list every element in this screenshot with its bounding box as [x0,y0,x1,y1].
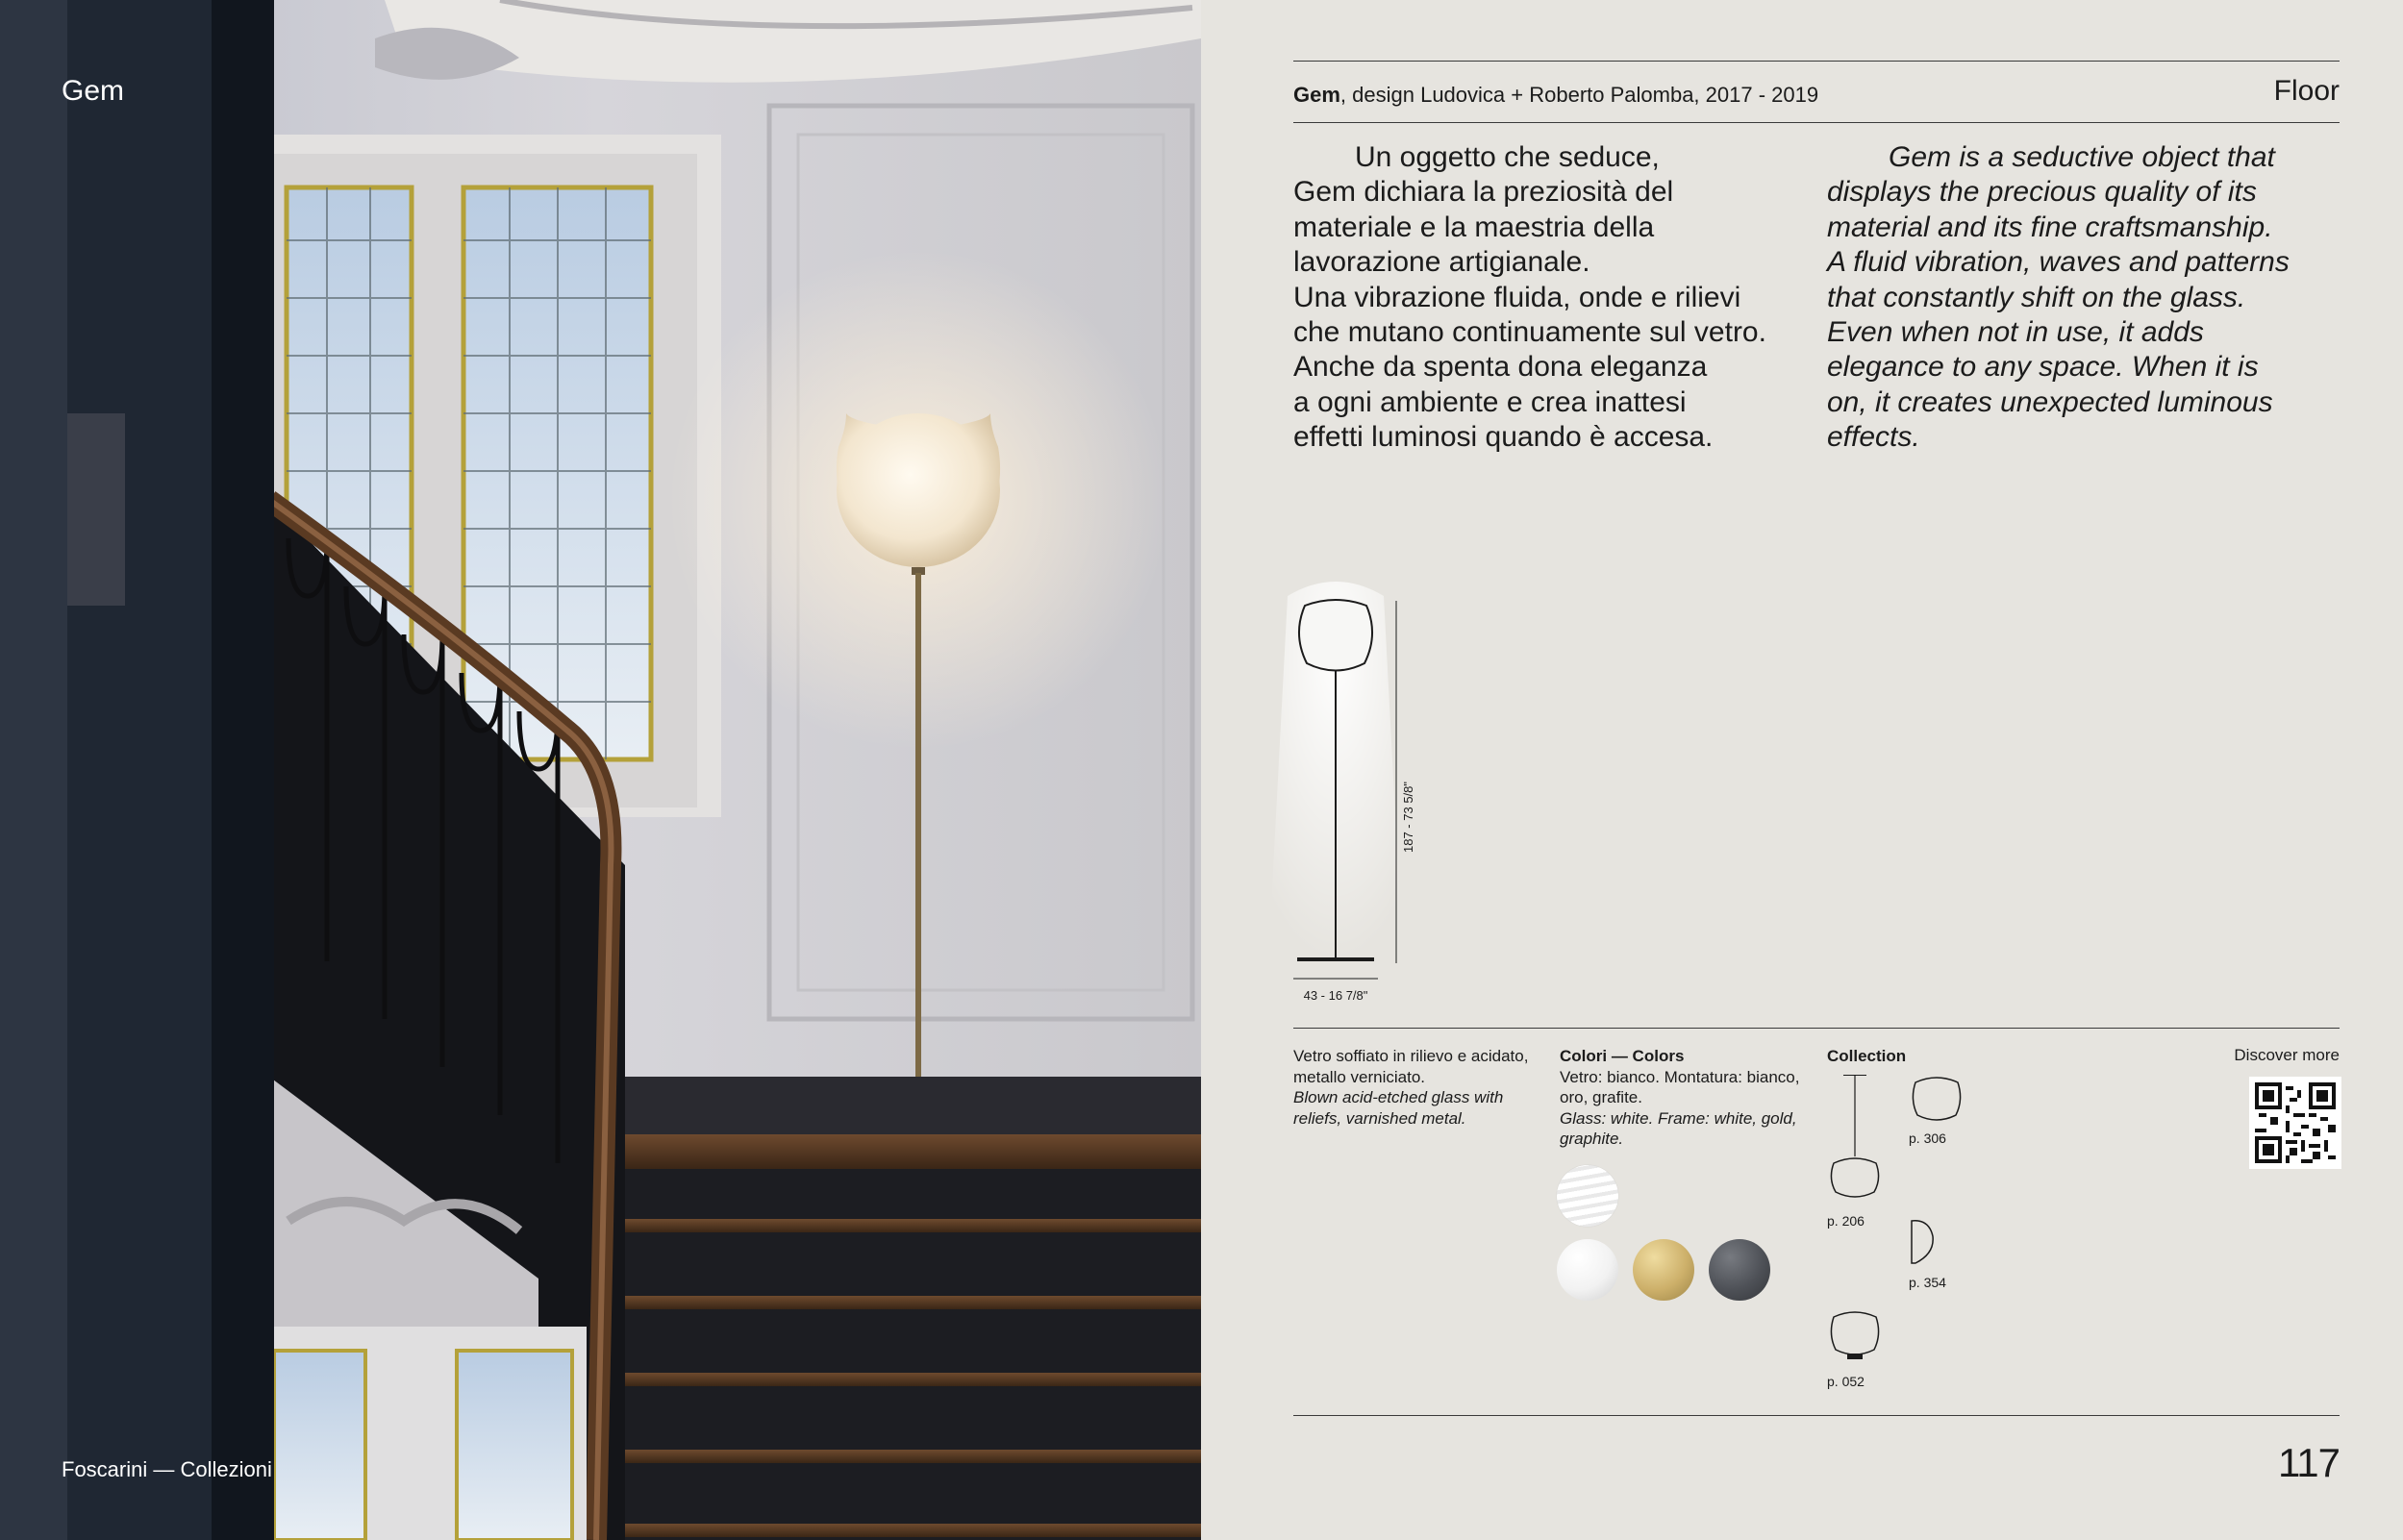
description-italian [1293,140,1817,456]
swatch-ribbed-white-glass [1557,1165,1618,1227]
colors-heading: Colori — Colors [1560,1047,1685,1065]
staircase-scene [0,0,1201,1540]
header-line [1293,83,1818,108]
qr-code-pattern [2255,1082,2336,1163]
swatch-gold [1633,1239,1694,1301]
photo-footer: Foscarini — Collezioni [62,1457,272,1481]
product-page [1201,0,2403,1540]
description-english [1827,140,2346,456]
italian-text: Un oggetto che seduce, Gem dichiara la preziosità del materiale e la maestria della lavorazione artigianale. Una vibrazione fluida, onde e rilievi che mutano continuamente sul vetro. Anche da spenta dona eleganza a ogni ambiente e crea inattesi effetti luminosi quando è accesa. [1293,141,1766,454]
half-wall-lamp-icon[interactable] [1908,1217,1946,1271]
colors-spec [1560,1046,1800,1150]
colors-italian: Vetro: bianco. Montatura: bianco, oro, grafite. [1560,1067,1800,1106]
english-text: Gem is a seductive object that displays the precious quality of its material and its fine craftsmanship. A fluid vibration, waves and patterns that constantly shift on the glass. Even when not in use, it adds elegance to any space. When it is on, it creates unexpected luminous effects. [1827,141,2290,454]
design-credit: , design Ludovica + Roberto Palomba, 2017 - 2019 [1339,83,1819,107]
collection-wall-ceiling-page[interactable]: p. 306 [1909,1130,1946,1146]
swatch-white [1557,1239,1618,1301]
product-name: Gem [1293,83,1340,107]
collection-heading: Collection [1827,1047,1907,1065]
material-spec [1293,1046,1534,1129]
height-dimension: 187 - 73 5/8" [1401,781,1415,854]
header-rule [1293,122,2340,123]
collection-suspension-page[interactable]: p. 206 [1827,1213,1865,1229]
qr-code[interactable] [2249,1077,2341,1169]
collection-table-page[interactable]: p. 052 [1827,1374,1865,1389]
table-lamp-icon[interactable] [1826,1309,1884,1367]
collection-half-wall-page[interactable]: p. 354 [1909,1275,1946,1290]
photo-title: Gem [62,75,125,107]
discover-more-label[interactable]: Discover more [2234,1046,2340,1064]
category-label: Floor [2273,75,2340,107]
wall-ceiling-lamp-icon[interactable] [1908,1075,1965,1129]
top-rule [1293,61,2340,62]
page-number: 117 [2278,1440,2340,1485]
material-english: Blown acid-etched glass with reliefs, varnished metal. [1293,1088,1504,1128]
material-italian: Vetro soffiato in rilievo e acidato, metallo verniciato. [1293,1047,1529,1086]
suspension-lamp-icon[interactable] [1826,1075,1884,1207]
footer-rule [1293,1415,2340,1416]
colors-english: Glass: white. Frame: white, gold, graphite. [1560,1108,1797,1148]
interior-photo [0,0,1201,1540]
width-dimension: 43 - 16 7/8" [1303,988,1368,1003]
swatch-graphite [1709,1239,1770,1301]
specs-rule [1293,1028,2340,1029]
floor-lamp-drawing [1259,577,1432,1009]
